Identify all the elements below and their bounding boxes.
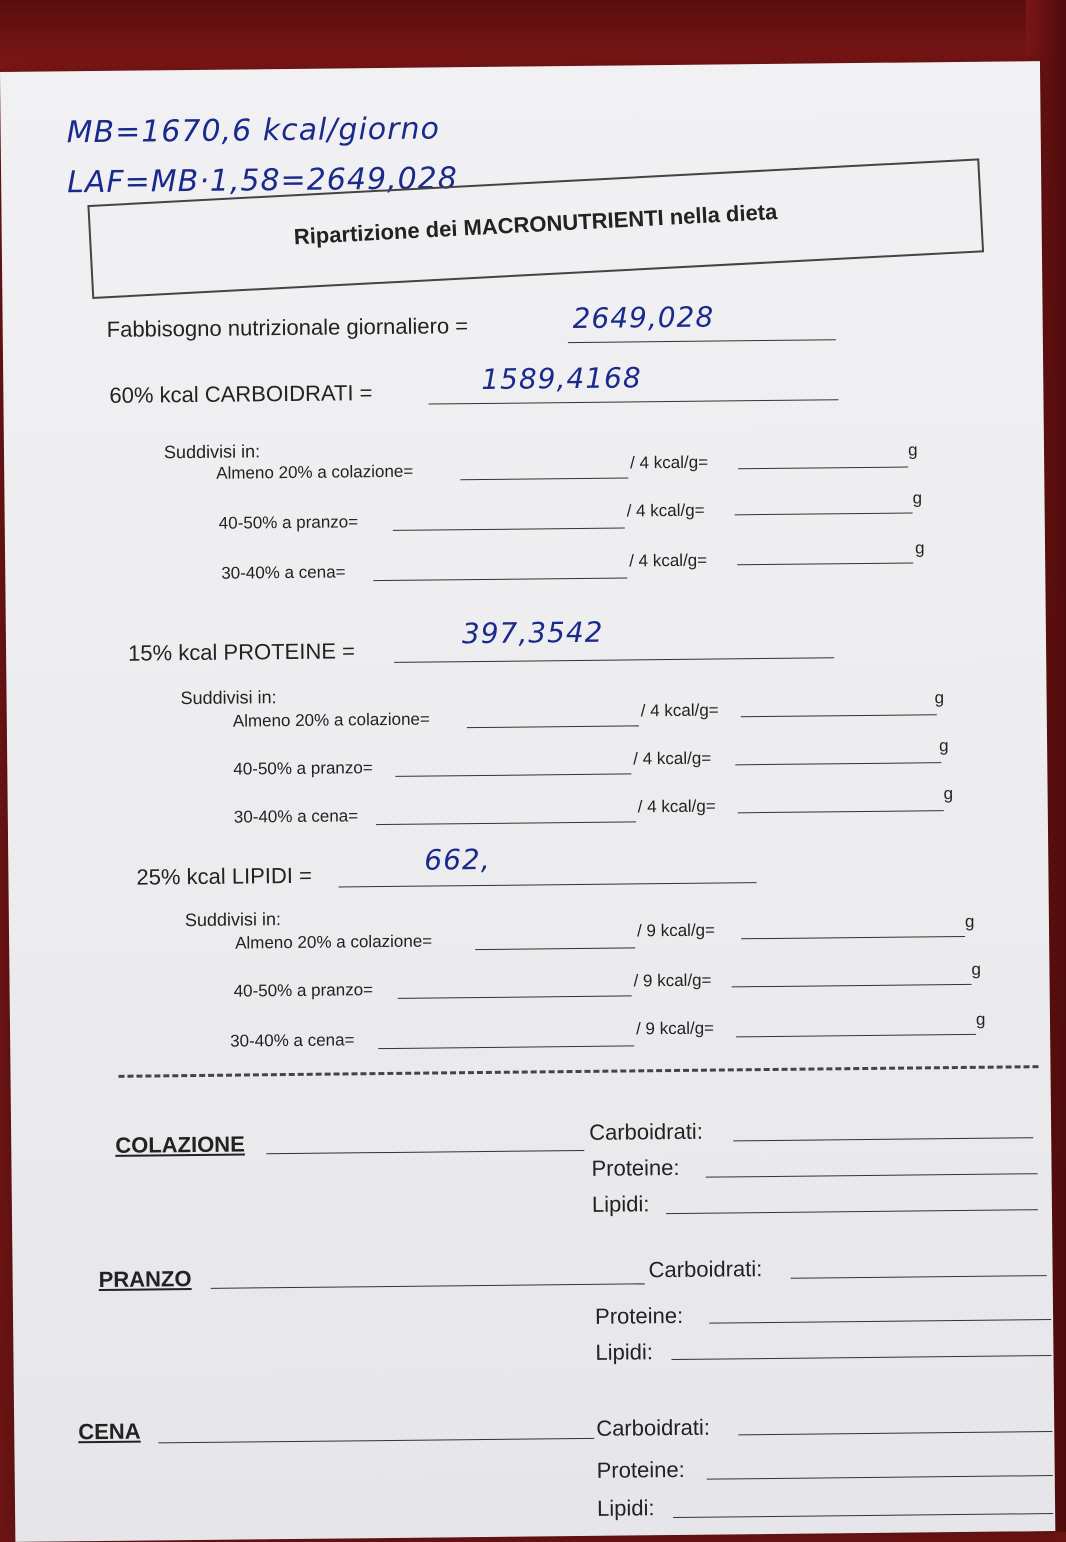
fill-line [376, 821, 636, 825]
meal-line [158, 1438, 594, 1444]
row-divisor: / 4 kcal/g= [637, 796, 716, 817]
proteine-suddivisi: Suddivisi in: [180, 687, 277, 709]
meal-line [211, 1283, 645, 1289]
row-unit: g [907, 440, 918, 460]
page-title: Ripartizione dei MACRONUTRIENTI nella dieta [293, 199, 778, 250]
meal-name: CENA [78, 1418, 141, 1445]
fill-line [738, 1431, 1052, 1435]
fill-line [395, 773, 631, 776]
proteine-value: 397,3542 [461, 615, 604, 651]
fill-line [475, 947, 635, 950]
proteine-label: 15% kcal PROTEINE = [127, 638, 356, 666]
fill-line [791, 1275, 1047, 1279]
fill-line [666, 1209, 1038, 1214]
meal-prot-label: Proteine: [594, 1302, 684, 1329]
row-label: Almeno 20% a colazione= [235, 931, 433, 953]
row-divisor: / 9 kcal/g= [635, 1018, 715, 1039]
row-label: Almeno 20% a colazione= [216, 461, 414, 483]
handwritten-note-mb: MB=1670,6 kcal/giorno [66, 111, 441, 151]
fill-line [707, 1475, 1053, 1480]
fabbisogno-value: 2649,028 [572, 300, 715, 336]
fill-line [672, 1355, 1052, 1360]
meal-prot-label: Proteine: [591, 1154, 680, 1181]
row-unit: g [939, 736, 949, 756]
section-divider [119, 1065, 1039, 1078]
meal-lip-label: Lipidi: [591, 1191, 650, 1217]
fill-line [460, 477, 628, 480]
fill-line [393, 527, 625, 530]
fill-line [737, 562, 913, 565]
fill-line [733, 1137, 1033, 1141]
row-label: 40-50% a pranzo= [218, 512, 359, 533]
fill-line [378, 1045, 634, 1049]
fill-line [735, 762, 941, 765]
meal-lip-label: Lipidi: [596, 1495, 655, 1521]
fill-line [732, 984, 972, 988]
carboidrati-line [428, 399, 838, 404]
meal-prot-label: Proteine: [596, 1456, 685, 1483]
row-divisor: / 4 kcal/g= [633, 748, 712, 769]
meal-name: COLAZIONE [115, 1131, 245, 1158]
fill-line [709, 1319, 1051, 1324]
meal-lip-label: Lipidi: [595, 1339, 654, 1365]
row-unit: g [914, 538, 925, 558]
row-divisor: / 4 kcal/g= [626, 500, 705, 521]
fabbisogno-label: Fabbisogno nutrizionale giornaliero = [106, 313, 469, 342]
row-divisor: / 9 kcal/g= [633, 970, 712, 991]
row-unit: g [964, 911, 975, 931]
fabbisogno-line [568, 339, 836, 343]
fill-line [741, 936, 965, 939]
fill-line [738, 810, 944, 813]
carboidrati-suddivisi: Suddivisi in: [163, 441, 261, 463]
row-label: Almeno 20% a colazione= [232, 709, 430, 731]
fill-line [673, 1513, 1053, 1518]
row-unit: g [971, 959, 982, 979]
meal-carb-label: Carboidrati: [596, 1414, 711, 1441]
fill-line [467, 725, 639, 728]
lipidi-label: 25% kcal LIPIDI = [136, 862, 313, 890]
fill-line [741, 714, 937, 717]
fill-line [738, 467, 908, 470]
lipidi-suddivisi: Suddivisi in: [184, 909, 282, 931]
row-unit: g [912, 488, 923, 508]
fill-line [398, 995, 632, 998]
row-unit: g [934, 688, 945, 708]
row-unit: g [943, 784, 954, 804]
fill-line [735, 512, 913, 515]
fill-line [736, 1034, 976, 1038]
fill-line [706, 1173, 1038, 1177]
carboidrati-value: 1589,4168 [481, 361, 642, 396]
meal-carb-label: Carboidrati: [589, 1118, 703, 1145]
row-divisor: / 9 kcal/g= [636, 920, 716, 941]
row-label: 30-40% a cena= [233, 806, 359, 827]
meal-name: PRANZO [98, 1266, 192, 1293]
row-label: 30-40% a cena= [221, 562, 346, 583]
row-label: 40-50% a pranzo= [233, 758, 373, 779]
fill-line [373, 577, 627, 581]
row-label: 30-40% a cena= [230, 1030, 355, 1051]
row-unit: g [975, 1009, 986, 1029]
meal-line [266, 1150, 584, 1154]
row-divisor: / 4 kcal/g= [640, 700, 719, 721]
lipidi-value: 662, [424, 842, 491, 877]
row-divisor: / 4 kcal/g= [629, 550, 708, 571]
meal-carb-label: Carboidrati: [648, 1256, 763, 1283]
carboidrati-label: 60% kcal CARBOIDRATI = [109, 380, 373, 408]
handwritten-note-laf: LAF=MB·1,58=2649,028 [66, 161, 459, 201]
lipidi-line [339, 882, 757, 887]
proteine-line [394, 657, 834, 663]
row-divisor: / 4 kcal/g= [630, 452, 709, 473]
row-label: 40-50% a pranzo= [233, 980, 374, 1001]
worksheet-paper [0, 61, 1055, 1542]
